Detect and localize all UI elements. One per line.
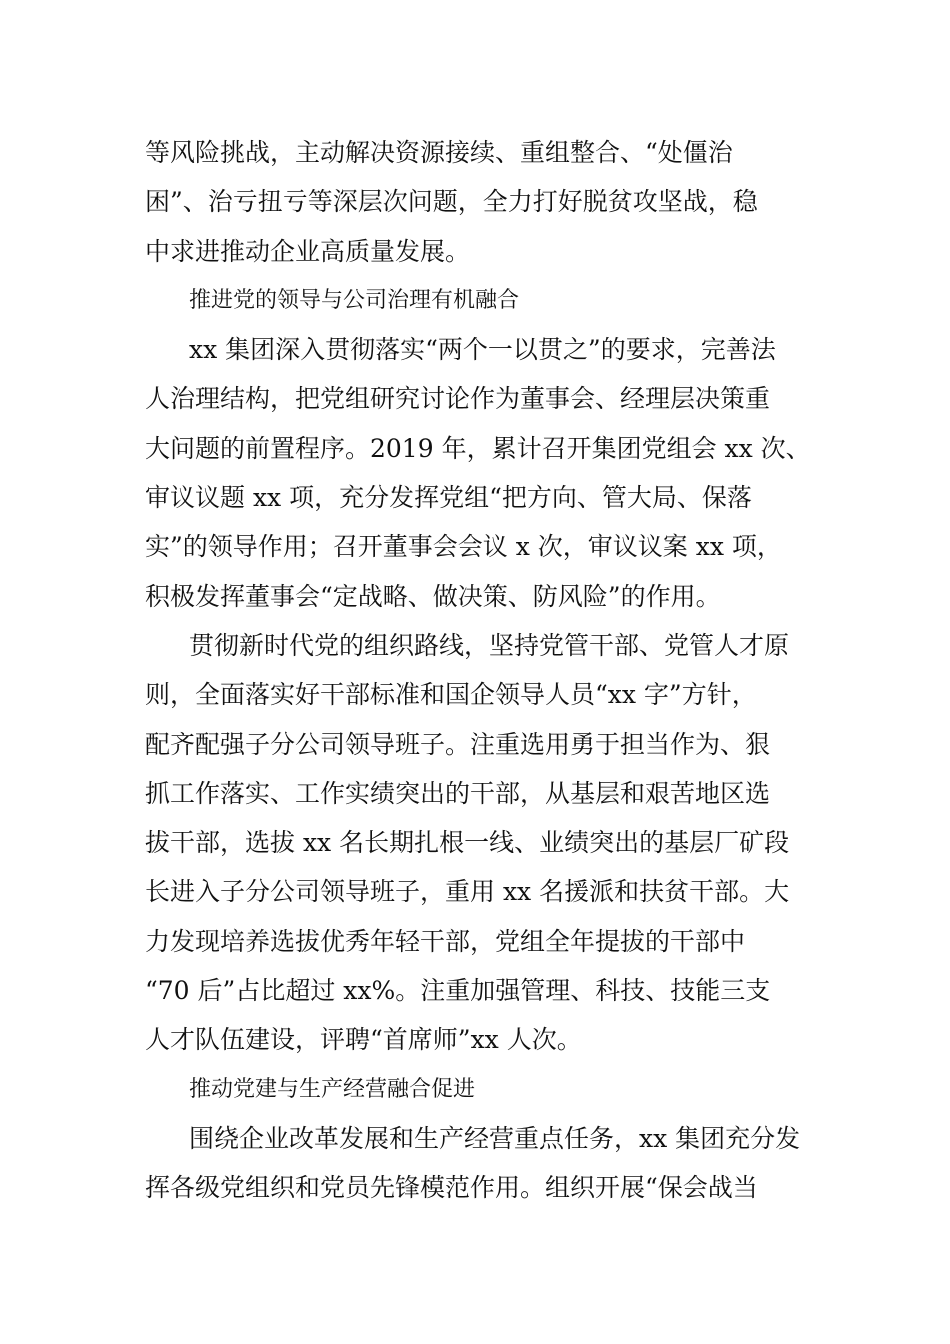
paragraph-continuation <box>145 128 825 276</box>
text-line: 等风险挑战，主动解决资源接续、重组整合、“处僵治 <box>145 138 733 167</box>
text-line: 人治理结构，把党组研究讨论作为董事会、经理层决策重 <box>145 384 771 414</box>
text-line: 实”的领导作用；召开董事会会议 x 次，审议议案 xx 项， <box>145 532 782 562</box>
heading-text: 推进党的领导与公司治理有机融合 <box>189 287 520 313</box>
text-line: xx 集团深入贯彻落实“两个一以贯之”的要求，完善法 <box>189 335 776 365</box>
text-line: 配齐配强子分公司领导班子。注重选用勇于担当作为、狠 <box>145 729 771 759</box>
text-line: 大问题的前置程序。2019 年，累计召开集团党组会 xx 次、 <box>145 433 811 463</box>
text-line: 困”、治亏扭亏等深层次问题，全力打好脱贫攻坚战，稳 <box>145 187 758 217</box>
text-line: 挥各级党组织和党员先锋模范作用。组织开展“保会战当 <box>145 1173 758 1203</box>
text-line: 中求进推动企业高质量发展。 <box>145 236 471 266</box>
text-line: 则，全面落实好干部标准和国企领导人员“xx 字”方针， <box>145 680 757 710</box>
text-line: “70 后”占比超过 xx%。注重加强管理、科技、技能三支 <box>145 976 771 1006</box>
paragraph <box>145 621 825 1065</box>
text-line: 抓工作落实、工作实绩突出的干部，从基层和艰苦地区选 <box>145 778 771 808</box>
section-heading <box>145 1065 825 1114</box>
text-line: 贯彻新时代党的组织路线，坚持党管干部、党管人才原 <box>189 630 790 660</box>
section-heading <box>145 276 825 325</box>
document-body <box>145 128 825 1213</box>
text-line: 积极发挥董事会“定战略、做决策、防风险”的作用。 <box>145 581 721 611</box>
text-line: 审议议题 xx 项，充分发挥党组“把方向、管大局、保落 <box>145 483 752 513</box>
paragraph <box>145 1114 825 1213</box>
heading-text: 推动党建与生产经营融合促进 <box>189 1076 476 1102</box>
text-line: 力发现培养选拔优秀年轻干部，党组全年提拔的干部中 <box>145 926 746 956</box>
text-line: 人才队伍建设，评聘“首席师”xx 人次。 <box>145 1025 582 1055</box>
text-line: 拔干部，选拔 xx 名长期扎根一线、业绩突出的基层厂矿段 <box>145 828 790 858</box>
text-line: 长进入子分公司领导班子，重用 xx 名援派和扶贫干部。大 <box>145 877 790 907</box>
text-line: 围绕企业改革发展和生产经营重点任务，xx 集团充分发 <box>189 1123 801 1153</box>
paragraph <box>145 325 825 621</box>
